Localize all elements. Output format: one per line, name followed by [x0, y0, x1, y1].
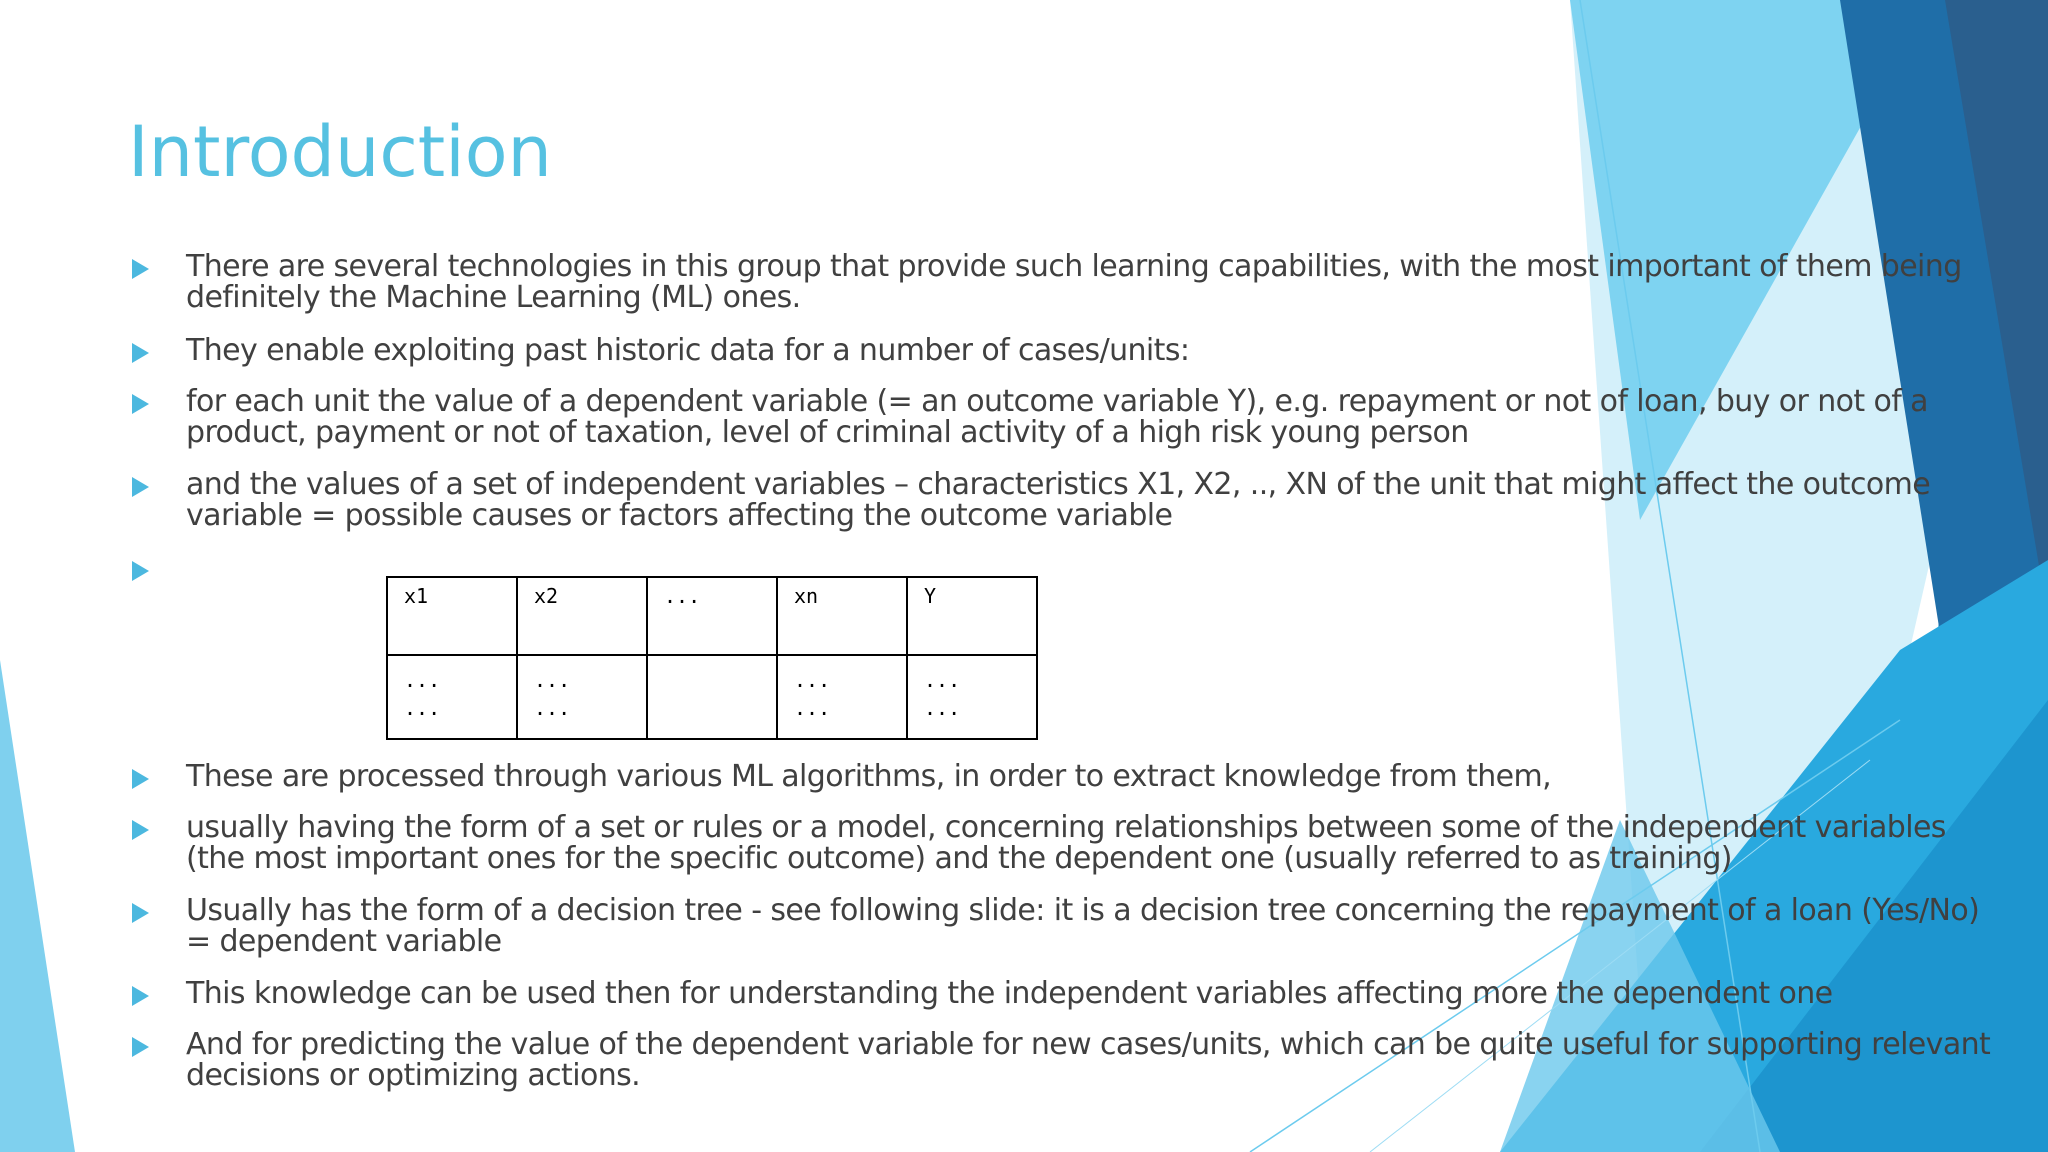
bullet-text: This knowledge can be used then for understanding the independent variables affecting more the dependent one [186, 976, 1833, 1011]
bullet-item [128, 978, 2008, 1009]
triangle-right-icon [128, 1029, 186, 1060]
triangle-right-icon [128, 386, 186, 417]
bullet-item [128, 251, 2008, 313]
bullet-text: usually having the form of a set or rules or a model, concerning relationships between some of the independent variables (the most important ones for the specific outcome) and the dependent one (usually referred to as training) [186, 810, 1946, 876]
bullet-item [128, 761, 2008, 792]
table-row [387, 655, 1037, 739]
bullet-item [128, 895, 2008, 957]
table-header-row [387, 577, 1037, 655]
bullet-text: and the values of a set of independent variables – characteristics X1, X2, .., XN of the unit that might affect the outcome variable = possible causes or factors affecting the outcome variable [186, 467, 1931, 533]
variables-table [386, 576, 1038, 740]
table-header-cell: Y [907, 577, 1037, 655]
triangle-right-icon [128, 335, 186, 366]
bullet-text: And for predicting the value of the dependent variable for new cases/units, which can be quite useful for supporting relevant decisions or optimizing actions. [186, 1027, 1991, 1093]
table-cell: ... ... [777, 655, 907, 739]
table-cell: ... ... [517, 655, 647, 739]
bullet-text: They enable exploiting past historic data for a number of cases/units: [186, 333, 1190, 368]
triangle-right-icon [128, 978, 186, 1009]
bullet-item [128, 1029, 2008, 1091]
triangle-right-icon [128, 761, 186, 792]
bullet-text: There are several technologies in this group that provide such learning capabilities, with the most important of them being definitely the Machine Learning (ML) ones. [186, 249, 1962, 315]
table-cell: ... ... [387, 655, 517, 739]
triangle-right-icon [128, 251, 186, 282]
bullet-item [128, 469, 2008, 531]
triangle-right-icon [128, 469, 186, 500]
bullet-text: for each unit the value of a dependent variable (= an outcome variable Y), e.g. repayment or not of loan, buy or not of a product, payment or not of taxation, level of criminal activity of a high risk young person [186, 384, 1928, 450]
bullet-item [128, 812, 2008, 874]
table-header-cell: x1 [387, 577, 517, 655]
bullet-text: Usually has the form of a decision tree - see following slide: it is a decision tree concerning the repayment of a loan (Yes/No) = dependent variable [186, 893, 1980, 959]
table-cell [647, 655, 777, 739]
triangle-right-icon [128, 553, 186, 584]
table-header-cell: x2 [517, 577, 647, 655]
bullet-item [128, 335, 2008, 366]
triangle-right-icon [128, 812, 186, 843]
bullet-text: These are processed through various ML algorithms, in order to extract knowledge from them, [186, 759, 1552, 794]
bullet-item [128, 386, 2008, 448]
triangle-right-icon [128, 895, 186, 926]
table-header-cell: ... [647, 577, 777, 655]
table-cell: ... ... [907, 655, 1037, 739]
table-header-cell: xn [777, 577, 907, 655]
slide-title: Introduction [128, 111, 552, 193]
